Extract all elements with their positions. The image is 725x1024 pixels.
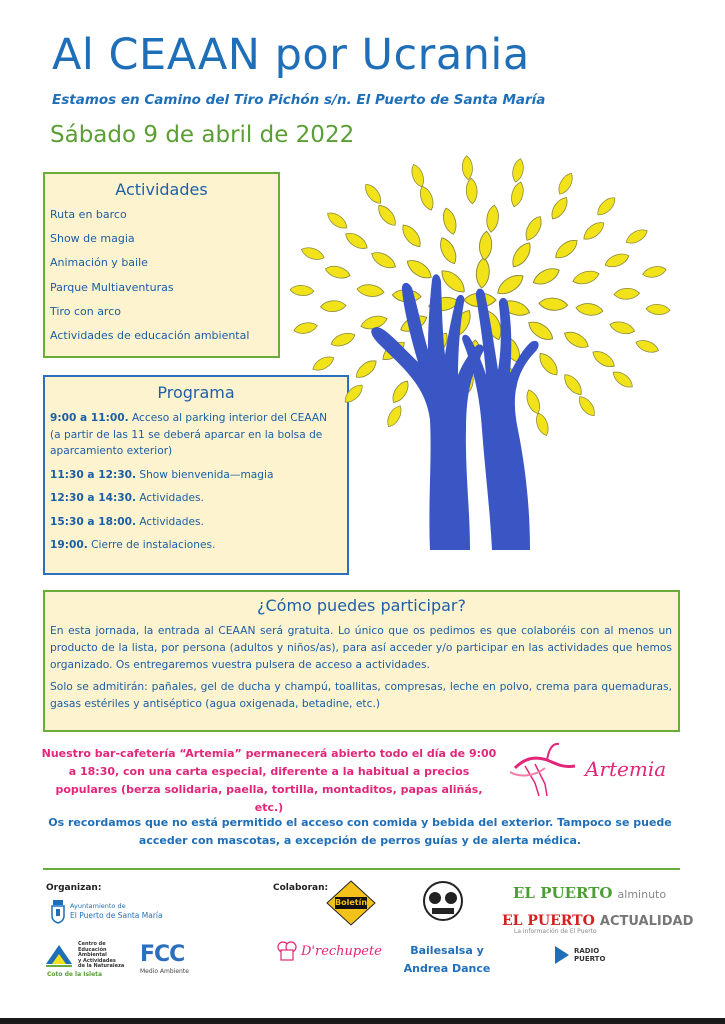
program-text: Acceso al parking interior del CEAAN (a partir de las 11 se deberá aparcar en la bolsa de aparcamiento exterior) (50, 412, 328, 457)
activity-item: Animación y baile (50, 256, 148, 270)
elpuerto-alminuto-sub: alminuto (617, 888, 667, 901)
bailesalsa-text (402, 942, 492, 978)
tree-leaf (389, 378, 412, 405)
tree-leaf (479, 231, 493, 261)
program-time: 12:30 a 14:30. (50, 492, 136, 504)
fcc-logo: FCC (140, 942, 185, 967)
tree-leaf (646, 304, 671, 316)
tree-leaf (466, 178, 478, 204)
bailesalsa-logo-icon (420, 880, 466, 922)
ayuntamiento-crest-icon (50, 898, 66, 924)
tree-leaf (580, 219, 607, 244)
tree-leaf (525, 318, 556, 344)
tree-leaf (508, 240, 534, 271)
organizers-label: Organizan: (46, 883, 102, 893)
tree-leaf (576, 394, 599, 419)
tree-leaf (590, 348, 617, 371)
program-time: 11:30 a 12:30. (50, 468, 136, 481)
tree-leaf (539, 297, 569, 311)
tree-leaf (561, 371, 586, 398)
tree-leaf (384, 403, 404, 429)
program-title: Programa (157, 383, 235, 402)
tree-leaf (290, 285, 315, 297)
ceaan-line: Centro de (78, 941, 106, 947)
fcc-subtitle: Medio Ambiente (140, 968, 189, 975)
activity-item: Parque Multiaventuras (50, 280, 174, 294)
tree-leaf (531, 265, 562, 289)
elpuerto-actualidad-logo (502, 910, 693, 929)
radio-puerto-line1: RADIO (574, 947, 600, 955)
elpuerto-alminuto-logo (513, 883, 666, 902)
bottom-edge-strip (0, 1018, 725, 1024)
notice-text: Os recordamos que no está permitido el acceso con comida y bebida del exterior. Tampoco se puede acceder con mascotas, a excepción de perros guías y de alerta médica. (48, 816, 672, 847)
ceaan-line: de la Naturaleza (78, 963, 125, 969)
chef-hat-icon (277, 940, 297, 962)
tree-leaf (522, 214, 545, 243)
poster-title: Al CEAAN por Ucrania (52, 30, 530, 80)
tree-leaf (533, 411, 551, 437)
tree-leaf (404, 256, 435, 282)
tree-leaf (324, 264, 352, 281)
elpuerto-alminuto-main: EL PUERTO (513, 884, 613, 902)
ceaan-line: Educación (78, 946, 107, 953)
ayuntamiento-name-line1: Ayuntamiento de (70, 902, 126, 910)
activities-box (43, 172, 280, 358)
tree-leaf (353, 357, 380, 382)
tree-leaf (329, 330, 357, 349)
tree-leaf (562, 328, 591, 351)
program-text: Cierre de instalaciones. (87, 539, 216, 551)
ceaan-line: y Actividades (78, 957, 116, 964)
tree-leaf (610, 368, 635, 391)
bailesalsa-line1: Bailesalsa y (410, 944, 484, 957)
tree-leaf (509, 181, 526, 209)
program-text: Actividades. (136, 515, 204, 528)
tree-leaf (369, 249, 398, 272)
tree-leaf (375, 202, 400, 229)
program-text: Show bienvenida—magia (136, 468, 274, 481)
tree-leaf (399, 222, 425, 250)
program-text: Actividades. (136, 492, 204, 504)
boletin-text: Boletín (335, 898, 368, 907)
tree-leaf (417, 184, 436, 212)
tree-leaf (511, 158, 526, 184)
ceaan-line: Ambiental (78, 952, 107, 958)
tree-leaf (438, 266, 469, 296)
tree-leaf (575, 302, 603, 317)
activity-item: Actividades de educación ambiental (50, 328, 250, 342)
ceaan-text-block (78, 942, 124, 970)
activity-item: Ruta en barco (50, 208, 127, 221)
program-time: 19:00. (50, 539, 88, 551)
tree-leaf (608, 319, 636, 336)
tree-leaf (494, 271, 526, 299)
tree-leaf (409, 163, 427, 189)
activity-item: Tiro con arco (50, 304, 121, 318)
radio-puerto-icon (553, 944, 571, 966)
tree-leaf (325, 209, 350, 232)
tree-leaf (571, 268, 600, 287)
event-date: Sábado 9 de abril de 2022 (50, 122, 355, 148)
tree-leaf (440, 207, 459, 236)
tree-leaf (462, 155, 474, 180)
tree-leaf (594, 194, 618, 218)
ceaan-place: Coto de la Isleta (47, 971, 103, 978)
participate-paragraph: En esta jornada, la entrada al CEAAN será gratuita. Lo único que os pedimos es que colaboréis con al menos un producto de la lista, por persona (adultos y niños/as), para así acceder y/o participar en las actividades que hemos organizado. Os entregaremos vuestra pulsera de acceso a actividades. (50, 624, 672, 671)
tree-leaf (548, 195, 571, 222)
elpuerto-actualidad-main: EL PUERTO (502, 913, 595, 929)
tree-leaf (342, 382, 366, 406)
ceaan-logo-icon (44, 942, 74, 968)
collaborators-label: Colaboran: (273, 883, 329, 893)
radio-puerto-logo (553, 944, 605, 966)
tree-leaf (362, 181, 385, 206)
elpuerto-actualidad-sub: ACTUALIDAD (599, 914, 694, 929)
tree-leaf (436, 235, 460, 266)
tree-leaf (356, 283, 384, 298)
activity-item: Show de magia (50, 232, 135, 246)
elpuerto-actualidad-tagline: La información de El Puerto (514, 928, 597, 935)
tree-hands-illustration (280, 130, 680, 570)
program-time: 9:00 a 11:00. (50, 412, 129, 424)
tree-leaf (624, 226, 650, 246)
bailesalsa-line2: Andrea Dance (403, 962, 491, 975)
tree-leaf (300, 245, 326, 263)
participate-accepted-items: Solo se admitirán: pañales, gel de ducha y champú, toallitas, compresas, leche en polvo, crema para quemaduras, gasas estériles y antiséptico (agua oxigenada, betadine, etc.) (50, 680, 672, 711)
tree-leaf (475, 257, 490, 288)
artemia-logo-text: Artemia (585, 757, 667, 781)
artemia-flamingo-logo (505, 738, 585, 798)
address-subtitle: Estamos en Camino del Tiro Pichón s/n. El Puerto de Santa María (52, 92, 546, 108)
tree-leaf (343, 229, 370, 252)
program-time: 15:30 a 18:00. (50, 515, 136, 528)
participate-box (43, 590, 680, 732)
activities-title: Actividades (115, 180, 208, 199)
tree-leaf (293, 321, 319, 336)
tree-leaf (485, 204, 500, 232)
bar-cafeteria-text: Nuestro bar-cafetería “Artemia” permanecerá abierto todo el día de 9:00 a 18:30, con una carta especial, diferente a la habitual a precios populares (berza solidaria, paella, tortilla, montaditos, papas aliñás, etc.) (41, 747, 497, 814)
drechupete-logo (277, 940, 382, 962)
tree-leaf (536, 350, 562, 378)
tree-leaf (320, 300, 346, 312)
participate-title: ¿Cómo puedes participar? (256, 596, 466, 615)
tree-leaf (555, 171, 575, 197)
tree-leaf (642, 264, 668, 279)
radio-puerto-line2: PUERTO (574, 955, 606, 963)
tree-leaf (310, 353, 336, 373)
tree-leaf (614, 288, 640, 300)
tree-leaf (524, 388, 543, 416)
tree-leaf (634, 338, 660, 356)
activities-list (45, 207, 278, 352)
tree-leaf (603, 251, 631, 270)
tree-leaf (552, 236, 580, 262)
ayuntamiento-name-line2: El Puerto de Santa María (70, 911, 163, 920)
footer-divider (43, 868, 680, 870)
drechupete-text: D'rechupete (301, 943, 382, 959)
